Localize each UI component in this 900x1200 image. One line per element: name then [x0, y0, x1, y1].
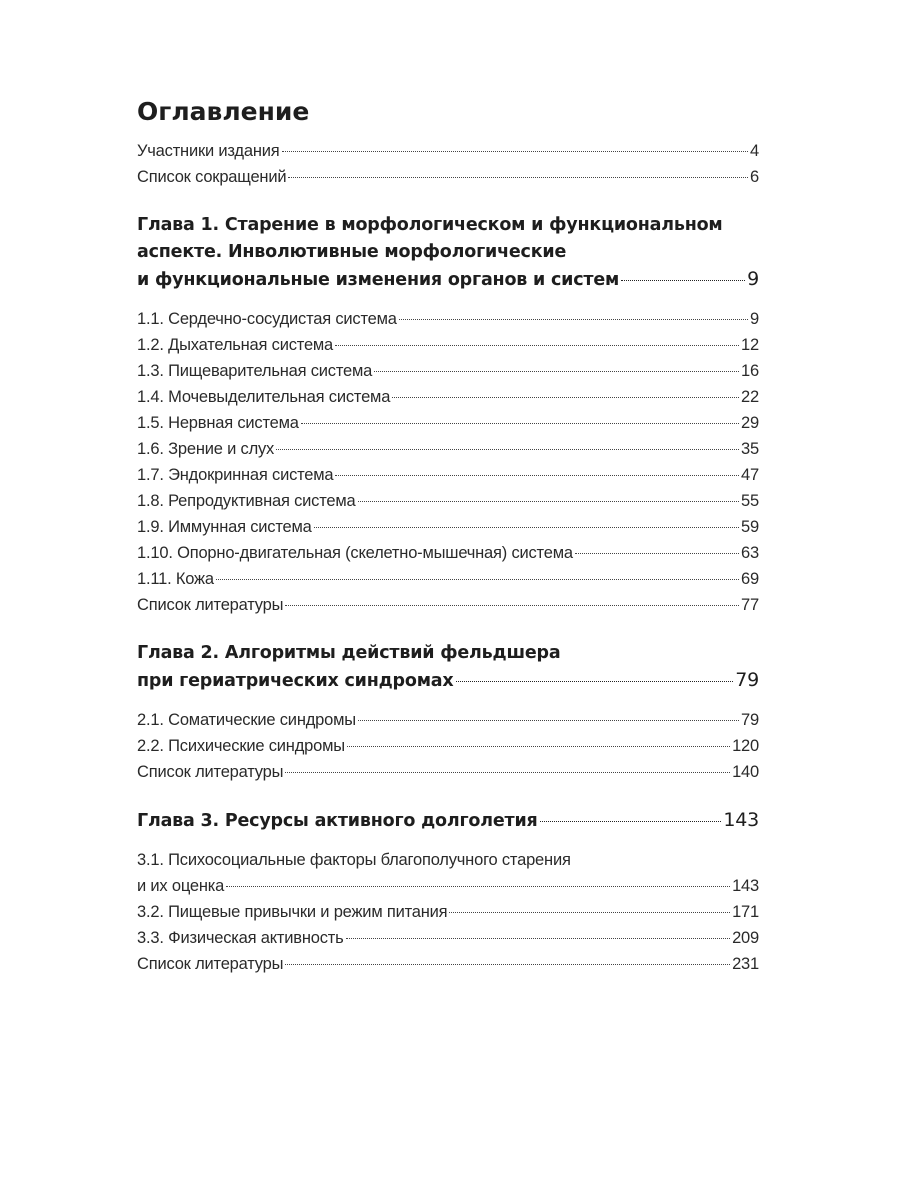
toc-entry[interactable] [137, 540, 759, 566]
dot-leader [392, 397, 739, 398]
toc-entry-page: 9 [750, 310, 759, 328]
toc-entry-label: и их оценка [137, 877, 225, 895]
toc-entry-label: Список литературы [137, 763, 284, 781]
toc-entry-label: Список литературы [137, 955, 284, 973]
dot-leader [226, 886, 730, 887]
dot-leader [346, 938, 731, 939]
dot-leader [374, 371, 739, 372]
toc-entry-label: 1.3. Пищеварительная система [137, 362, 373, 380]
toc-entry-label: 1.9. Иммунная система [137, 518, 312, 536]
toc-entry-page: 59 [741, 518, 759, 536]
dot-leader [358, 501, 740, 502]
chapter-1-heading[interactable] [137, 212, 759, 294]
toc-entry-label: 1.5. Нервная система [137, 414, 299, 432]
dot-leader [288, 177, 748, 178]
toc-entry[interactable] [137, 759, 759, 785]
toc-entry[interactable] [137, 847, 759, 899]
toc-title: Оглавление [137, 97, 310, 126]
toc-entry[interactable] [137, 462, 759, 488]
chapter-3-sections [137, 847, 759, 977]
toc-entry[interactable] [137, 436, 759, 462]
chapter-title-line: при гериатрических синдромах [137, 671, 454, 691]
toc-entry-label: 1.10. Опорно-двигательная (скелетно-мышечная) система [137, 544, 573, 562]
toc-entry-page: 209 [732, 929, 759, 947]
toc-entry[interactable] [137, 410, 759, 436]
dot-leader [276, 449, 739, 450]
toc-entry[interactable] [137, 951, 759, 977]
toc-entry-label: 1.2. Дыхательная система [137, 336, 334, 354]
chapter-page: 143 [723, 809, 759, 831]
dot-leader [285, 605, 739, 606]
dot-leader [285, 772, 730, 773]
toc-entry-page: 69 [741, 570, 759, 588]
toc-entry-label: Участники издания [137, 142, 280, 160]
table-of-contents [137, 96, 759, 977]
chapter-page: 9 [747, 268, 759, 290]
toc-entry-label: 1.6. Зрение и слух [137, 440, 275, 458]
toc-entry[interactable] [137, 592, 759, 618]
dot-leader [347, 746, 730, 747]
toc-entry[interactable] [137, 514, 759, 540]
toc-entry-page: 16 [741, 362, 759, 380]
toc-entry[interactable] [137, 332, 759, 358]
toc-entry-page: 63 [741, 544, 759, 562]
dot-leader [621, 280, 745, 281]
toc-entry[interactable] [137, 899, 759, 925]
chapter-title-line: Глава 3. Ресурсы активного долголетия [137, 811, 538, 831]
toc-entry[interactable] [137, 733, 759, 759]
chapter-title-line: Глава 1. Старение в морфологическом и функциональном [137, 215, 723, 235]
dot-leader [216, 579, 739, 580]
toc-entry-label: 1.1. Сердечно-сосудистая система [137, 310, 397, 328]
toc-entry-page: 47 [741, 466, 759, 484]
front-matter [137, 138, 759, 190]
dot-leader [282, 151, 749, 152]
dot-leader [449, 912, 730, 913]
toc-entry-label: 3.2. Пищевые привычки и режим питания [137, 903, 448, 921]
toc-entry-label: 2.2. Психические синдромы [137, 737, 345, 755]
toc-entry-label: 1.8. Репродуктивная система [137, 492, 356, 510]
dot-leader [358, 720, 739, 721]
dot-leader [540, 821, 722, 822]
toc-entry-page: 231 [732, 955, 759, 973]
chapter-page: 79 [735, 669, 759, 691]
toc-entry-page: 143 [732, 877, 759, 895]
toc-entry-page: 4 [750, 142, 759, 160]
toc-entry-abbreviations[interactable] [137, 164, 759, 190]
toc-entry-page: 12 [741, 336, 759, 354]
toc-entry-label: 3.3. Физическая активность [137, 929, 344, 947]
toc-entry-page: 6 [750, 168, 759, 186]
toc-entry[interactable] [137, 358, 759, 384]
toc-entry-page: 22 [741, 388, 759, 406]
chapter-2-sections [137, 707, 759, 785]
dot-leader [314, 527, 739, 528]
toc-entry-page: 77 [741, 596, 759, 614]
chapter-2-heading[interactable] [137, 640, 759, 695]
toc-entry-page: 35 [741, 440, 759, 458]
toc-entry[interactable] [137, 707, 759, 733]
toc-entry[interactable] [137, 384, 759, 410]
toc-entry-label: Список сокращений [137, 168, 287, 186]
toc-entry-page: 79 [741, 711, 759, 729]
chapter-title-line: Глава 2. Алгоритмы действий фельдшера [137, 643, 561, 663]
toc-entry[interactable] [137, 488, 759, 514]
dot-leader [301, 423, 739, 424]
toc-entry-label: Список литературы [137, 596, 284, 614]
toc-entry[interactable] [137, 306, 759, 332]
chapter-title-line: аспекте. Инволютивные морфологические [137, 242, 567, 262]
toc-entry-page: 171 [732, 903, 759, 921]
toc-entry-label: 1.11. Кожа [137, 570, 214, 588]
toc-entry-page: 120 [732, 737, 759, 755]
dot-leader [575, 553, 739, 554]
dot-leader [335, 345, 739, 346]
dot-leader [285, 964, 730, 965]
toc-entry-page: 55 [741, 492, 759, 510]
toc-entry-page: 140 [732, 763, 759, 781]
dot-leader [335, 475, 739, 476]
toc-entry-page: 29 [741, 414, 759, 432]
toc-entry-label: 3.1. Психосоциальные факторы благополучного старения [137, 851, 571, 869]
toc-entry-label: 1.4. Мочевыделительная система [137, 388, 391, 406]
toc-entry-contributors[interactable] [137, 138, 759, 164]
toc-entry[interactable] [137, 925, 759, 951]
toc-entry[interactable] [137, 566, 759, 592]
chapter-title-line: и функциональные изменения органов и систем [137, 270, 620, 290]
toc-entry-label: 1.7. Эндокринная система [137, 466, 334, 484]
dot-leader [456, 681, 734, 682]
chapter-1-sections [137, 306, 759, 618]
toc-entry-label: 2.1. Соматические синдромы [137, 711, 356, 729]
dot-leader [399, 319, 748, 320]
chapter-3-heading[interactable] [137, 807, 759, 835]
